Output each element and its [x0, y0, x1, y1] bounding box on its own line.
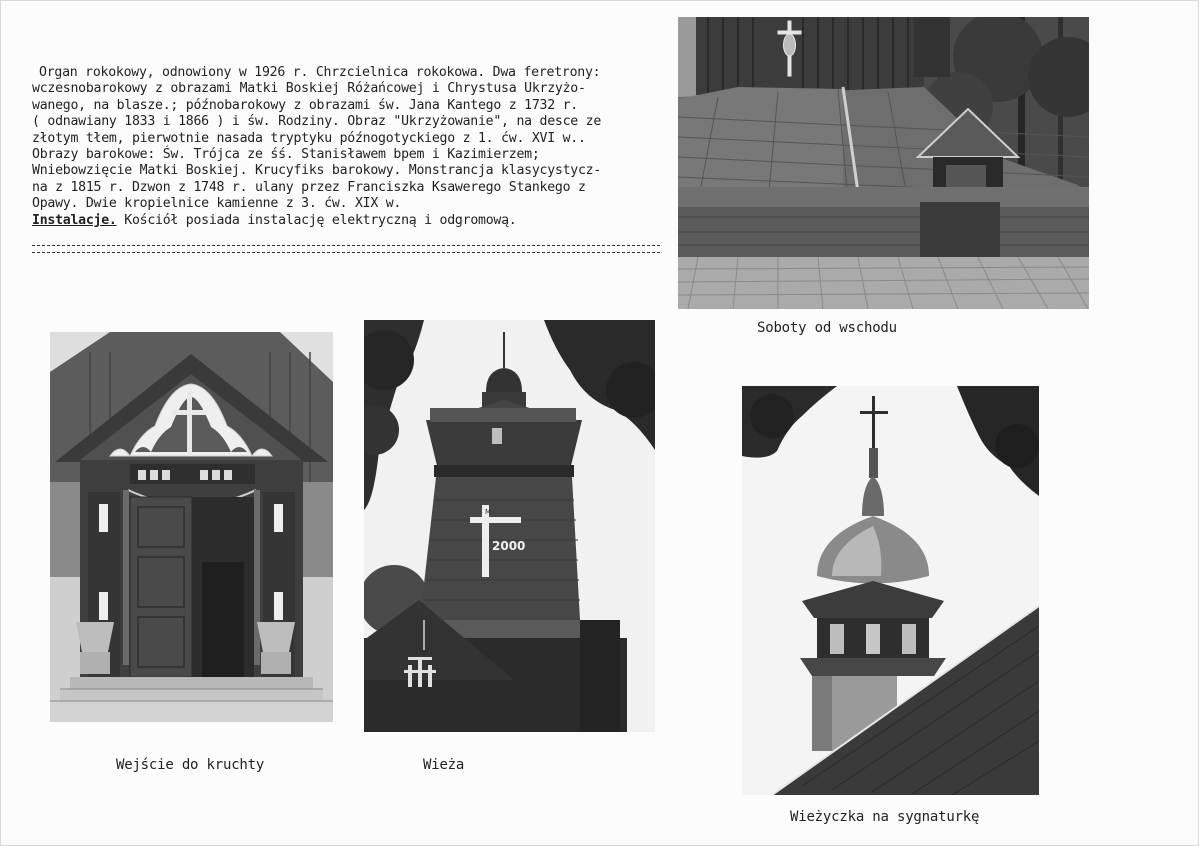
installations-text: Kościół posiada instalację elektryczną i odgromową. — [116, 212, 517, 228]
photo-church-east — [678, 17, 1089, 309]
text-line: Organ rokokowy, odnowiony w 1926 r. Chrzcielnica rokokowa. Dwa feretrony: — [39, 65, 601, 80]
caption-turret: Wieżyczka na sygnaturkę — [790, 809, 980, 825]
text-line: wanego, na blasze.; późnobarokowy z obrazami św. Jana Kantego z 1732 r. — [32, 97, 578, 113]
text-line: Obrazy barokowe: Św. Trójca ze śś. Stanisławem bpem i Kazimierzem; — [32, 146, 540, 162]
caption-tower: Wieża — [423, 757, 465, 773]
caption-east: Soboty od wschodu — [757, 320, 897, 336]
text-line: złotym tłem, pierwotnie nasada tryptyku późnogotyckiego z 1. ćw. XVI w.. — [32, 130, 586, 146]
photo-porch-entrance — [50, 332, 333, 722]
tower-monogram: M — [485, 508, 492, 516]
caption-entrance: Wejście do kruchty — [116, 757, 265, 773]
text-line: na z 1815 r. Dzwon z 1748 r. ulany przez Franciszka Ksawerego Stankego z — [32, 179, 586, 195]
dashed-rule — [32, 245, 660, 246]
description-text — [32, 65, 672, 229]
text-line: Opawy. Dwie kropielnice kamienne z 3. ćw. XIX w. — [32, 196, 402, 212]
photo-tower — [364, 320, 655, 732]
photo-signature-turret — [742, 386, 1039, 795]
tower-year: 2000 — [492, 539, 526, 553]
installations-label: Instalacje. — [32, 212, 117, 228]
dashed-rule — [32, 252, 660, 253]
text-line: ( odnawiany 1833 i 1866 ) i św. Rodziny. Obraz "Ukrzyżowanie", na desce ze — [32, 114, 602, 130]
text-line: wczesnobarokowy z obrazami Matki Boskiej Różańcowej i Chrystusa Ukrzyżo- — [32, 81, 586, 97]
text-line: Wniebowzięcie Matki Boskiej. Krucyfiks barokowy. Monstrancja klasycystycz- — [32, 163, 602, 179]
installations-line — [32, 213, 672, 229]
